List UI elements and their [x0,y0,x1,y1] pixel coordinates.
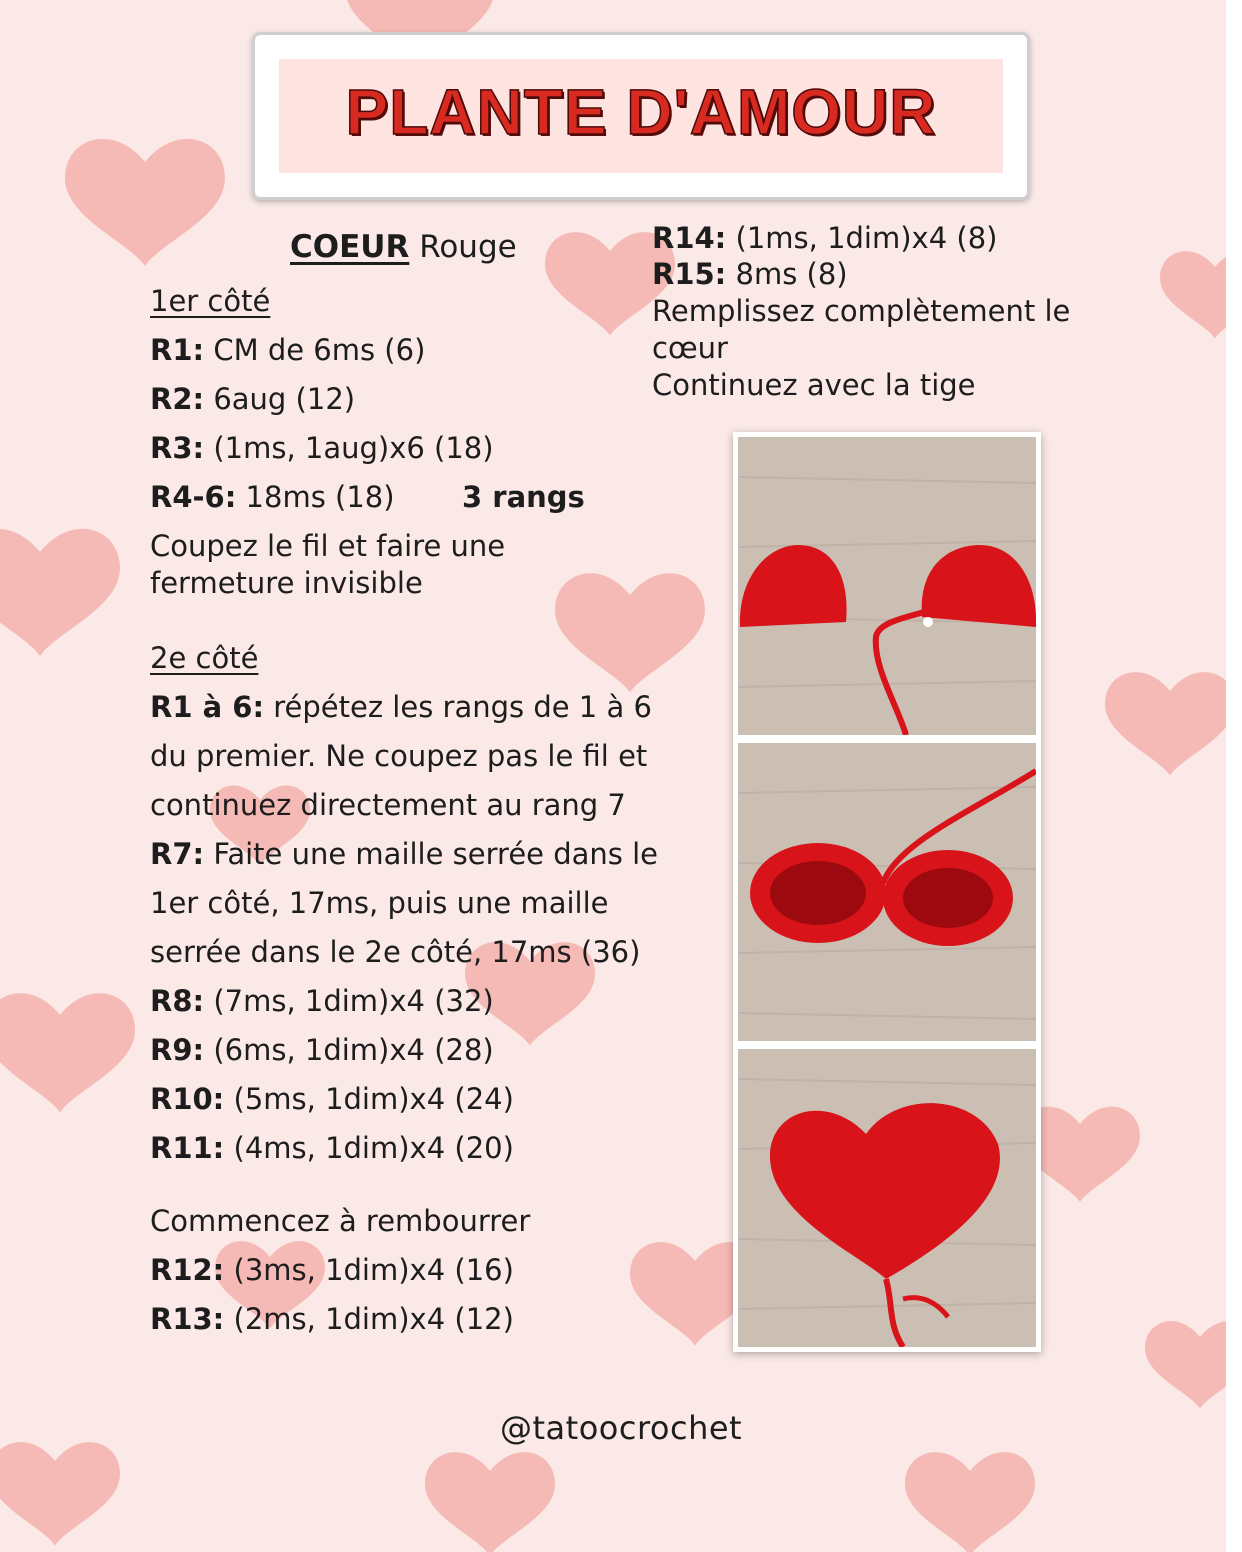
row-r1-6-line3: continuez directement au rang 7 [150,788,626,822]
fill-note-line2: cœur [652,331,728,365]
row-r1-6-line1: R1 à 6: répétez les rangs de 1 à 6 [150,690,652,724]
fill-note-line1: Remplissez complètement le [652,294,1071,328]
side2-heading: 2e côté [150,641,259,675]
row-r1: R1: CM de 6ms (6) [150,333,426,367]
row-r7-line1: R7: Faite une maille serrée dans le [150,837,659,871]
row-r14: R14: (1ms, 1dim)x4 (8) [652,221,998,255]
row-r4-6: R4-6: 18ms (18) [150,480,395,514]
row-r7-line3: serrée dans le 2e côté, 17ms (36) [150,935,641,969]
row-r9: R9: (6ms, 1dim)x4 (28) [150,1033,494,1067]
side1-finish-line1: Coupez le fil et faire une [150,529,506,563]
row-r11: R11: (4ms, 1dim)x4 (20) [150,1131,514,1165]
row-r10: R10: (5ms, 1dim)x4 (24) [150,1082,514,1116]
right-edge-strip [1226,0,1242,1552]
photo-finished-heart [738,1049,1036,1347]
rows-count-note: 3 rangs [462,480,585,514]
section-color: Rouge [419,229,517,265]
section-heading [290,229,517,265]
row-r2: R2: 6aug (12) [150,382,356,416]
row-r12: R12: (3ms, 1dim)x4 (16) [150,1253,514,1287]
side1-heading: 1er côté [150,284,271,318]
continue-note: Continuez avec la tige [652,368,976,402]
photo-strip [733,432,1041,1352]
row-r13: R13: (2ms, 1dim)x4 (12) [150,1302,514,1336]
row-r15: R15: 8ms (8) [652,257,848,291]
row-r8: R8: (7ms, 1dim)x4 (32) [150,984,494,1018]
page-title: PLANTE D'AMOUR [345,76,937,148]
stuffing-note: Commencez à rembourrer [150,1204,531,1238]
side1-finish-line2: fermeture invisible [150,566,423,600]
photo-joined-halves [738,743,1036,1041]
row-r7-line2: 1er côté, 17ms, puis une maille [150,886,609,920]
author-handle: @tatoocrochet [500,1409,743,1447]
row-r3: R3: (1ms, 1aug)x6 (18) [150,431,494,465]
row-r1-6-line2: du premier. Ne coupez pas le fil et [150,739,648,773]
photo-two-halves [738,437,1036,735]
section-name: COEUR [290,229,410,265]
title-banner [252,32,1030,200]
